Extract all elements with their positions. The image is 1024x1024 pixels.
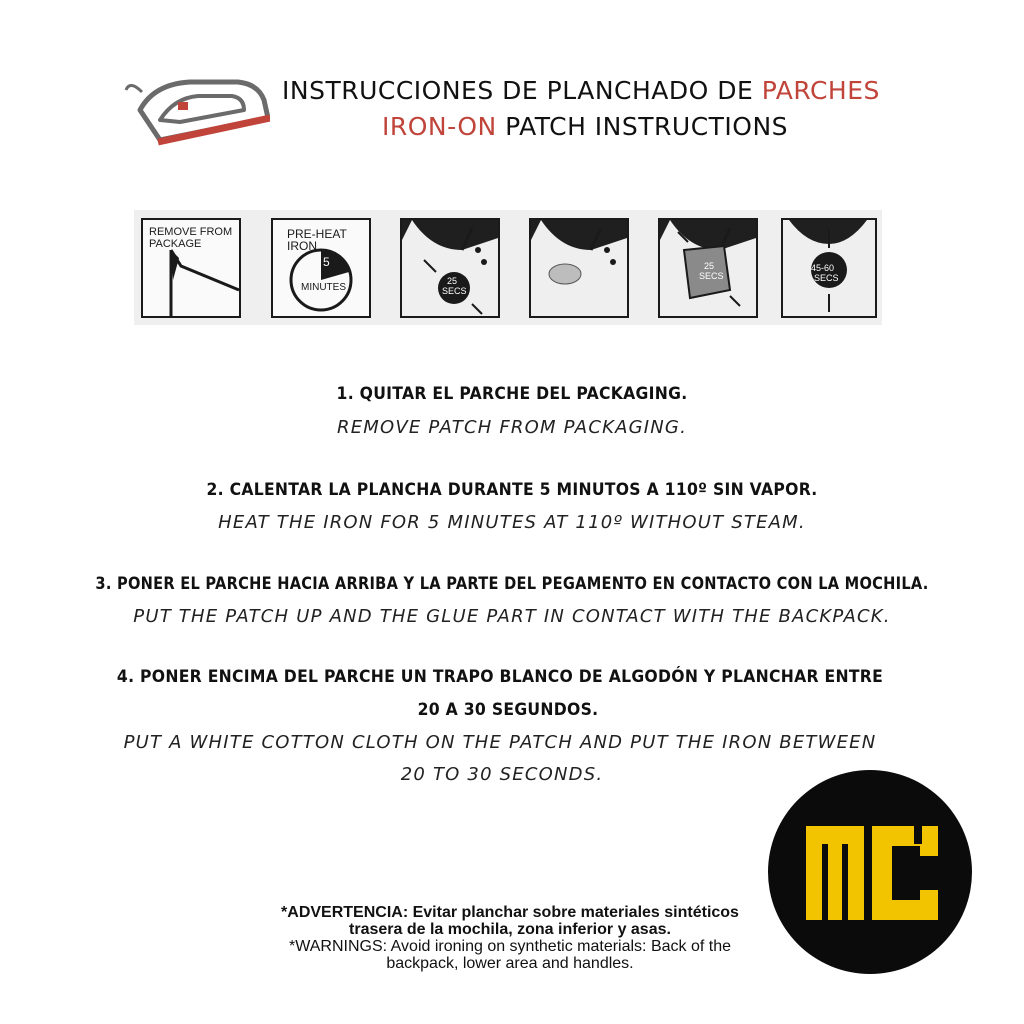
title-spanish: INSTRUCCIONES DE PLANCHADO DE PARCHES: [282, 76, 880, 105]
warning-block: [210, 904, 810, 972]
warning-es-line1: *ADVERTENCIA: Evitar planchar sobre materiales sintéticos: [281, 904, 739, 921]
instruction-4-en: PUT A WHITE COTTON CLOTH ON THE PATCH AND PUT THE IRON BETWEEN: [123, 732, 877, 753]
instruction-4-en-line2: 20 TO 30 SECONDS.: [400, 764, 604, 785]
instruction-2-en: HEAT THE IRON FOR 5 MINUTES AT 110º WITHOUT STEAM.: [218, 512, 806, 533]
instruction-3-en: PUT THE PATCH UP AND THE GLUE PART IN CONTACT WITH THE BACKPACK.: [133, 606, 891, 627]
step-remove-from-package: REMOVE FROM PACKAGE: [141, 218, 241, 318]
steps-strip: [134, 210, 882, 325]
iron-icon: [120, 70, 270, 160]
title-english-accent: IRON-ON: [382, 112, 497, 141]
warning-en-line2: backpack, lower area and handles.: [386, 955, 634, 972]
remove-package-icon: [143, 220, 239, 316]
instruction-1-en: REMOVE PATCH FROM PACKAGING.: [337, 417, 687, 438]
warning-es-line2: trasera de la mochila, zona inferior y asas.: [349, 921, 671, 938]
instruction-1-es: 1. QUITAR EL PARCHE DEL PACKAGING.: [336, 384, 688, 404]
iron-25-secs-icon: [402, 220, 498, 316]
warning-en-line1: *WARNINGS: Avoid ironing on synthetic materials: Back of the: [289, 938, 731, 955]
preheat-iron-icon: [273, 220, 369, 316]
step-preheat-iron: PRE-HEAT IRON 5 MINUTES: [271, 218, 371, 318]
instruction-4-es-line2: 20 A 30 SEGUNDOS.: [417, 700, 599, 720]
title-english: IRON-ON PATCH INSTRUCTIONS: [382, 112, 789, 141]
step-patch-on-backpack: [529, 218, 629, 318]
mc-logo: [768, 770, 972, 974]
instruction-4-es: 4. PONER ENCIMA DEL PARCHE UN TRAPO BLANCO DE ALGODÓN Y PLANCHAR ENTRE: [116, 667, 884, 687]
step-back-45-60-secs: 45-60 SECS: [781, 218, 877, 318]
step-iron-25-secs: 25 SECS: [400, 218, 500, 318]
instruction-3-es: 3. PONER EL PARCHE HACIA ARRIBA Y LA PARTE DEL PEGAMENTO EN CONTACTO CON LA MOCHILA.: [95, 574, 929, 594]
step-cloth-25-secs: 25 SECS: [658, 218, 758, 318]
patch-on-backpack-icon: [531, 220, 627, 316]
instruction-2-es: 2. CALENTAR LA PLANCHA DURANTE 5 MINUTOS A 110º SIN VAPOR.: [206, 480, 818, 500]
title-spanish-accent: PARCHES: [761, 76, 880, 105]
